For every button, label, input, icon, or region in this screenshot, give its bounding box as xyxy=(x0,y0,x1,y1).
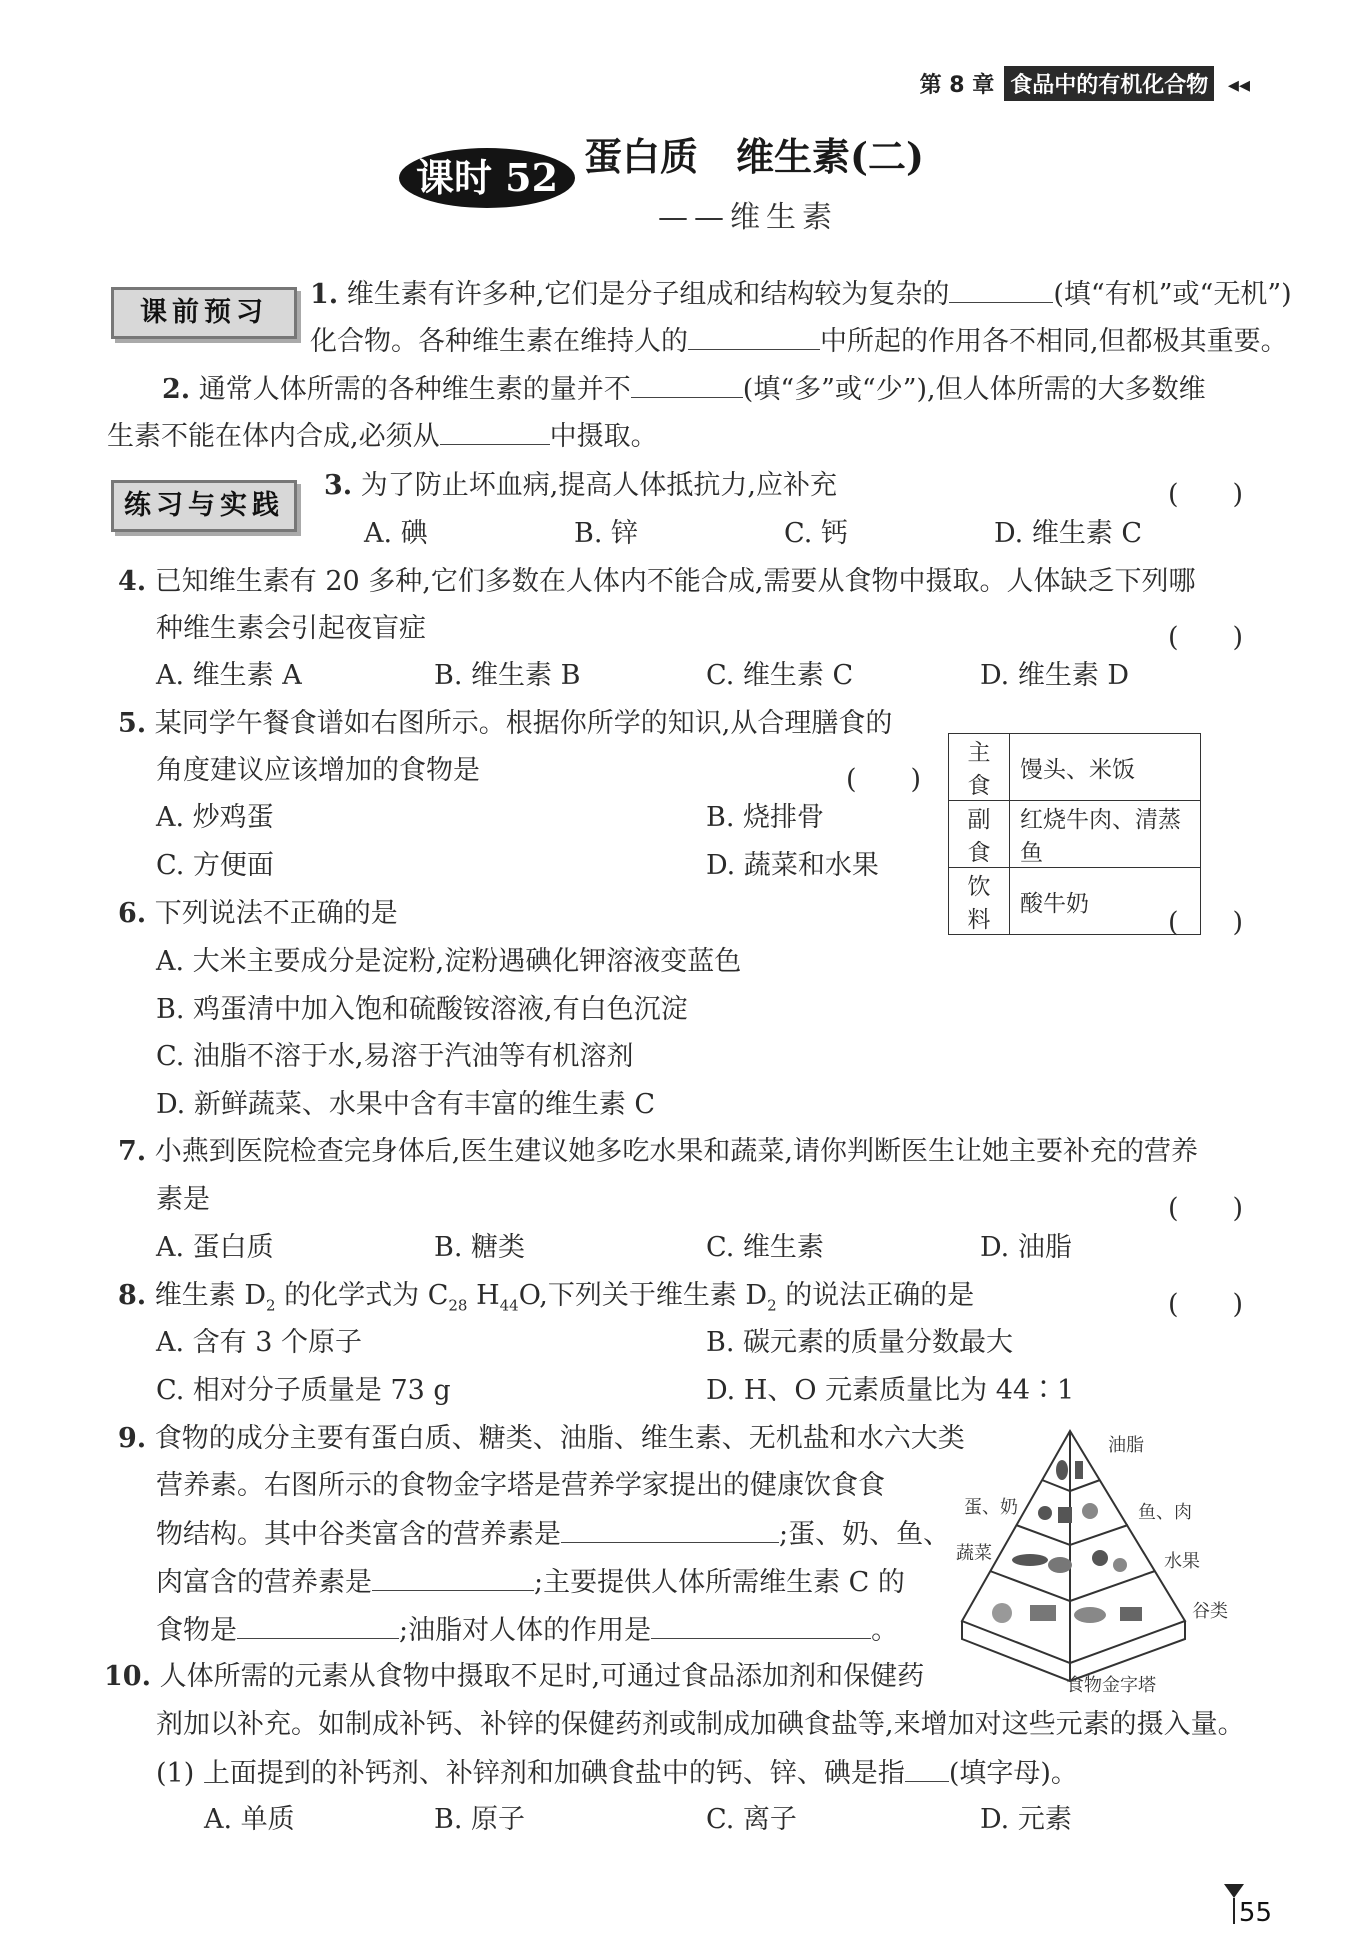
lunch-menu-table xyxy=(948,733,1201,935)
subscript: 2 xyxy=(767,1296,777,1315)
question-number: 5. xyxy=(118,708,147,739)
question-text: 肉富含的营养素是 xyxy=(156,1567,372,1598)
option-a[interactable]: A. 碘 xyxy=(364,518,428,549)
table-cell: 酸牛奶 xyxy=(1010,868,1201,935)
option-d[interactable]: D. 新鲜蔬菜、水果中含有丰富的维生素 C xyxy=(156,1089,656,1120)
question-text: 为了防止坏血病,提高人体抵抗力,应补充 xyxy=(360,470,837,501)
question-number: 9. xyxy=(118,1423,147,1454)
pyramid-label-fruit: 水果 xyxy=(1164,1551,1200,1572)
pyramid-label-vegetables: 蔬菜 xyxy=(956,1543,992,1564)
pyramid-outline xyxy=(962,1431,1185,1663)
table-cell: 红烧牛肉、清蒸鱼 xyxy=(1010,801,1201,868)
option-c[interactable]: C. 维生素 xyxy=(706,1232,824,1263)
chapter-title: 食品中的有机化合物 xyxy=(1004,66,1214,101)
option-c[interactable]: C. 油脂不溶于水,易溶于汽油等有机溶剂 xyxy=(156,1041,634,1072)
question-number: 6. xyxy=(118,898,147,929)
answer-blank[interactable] xyxy=(949,274,1053,303)
option-d[interactable]: D. 维生素 C xyxy=(994,518,1143,549)
subscript: 2 xyxy=(266,1296,276,1315)
option-c[interactable]: C. 钙 xyxy=(784,518,848,549)
answer-blank[interactable] xyxy=(905,1753,949,1782)
question-7 xyxy=(118,1132,1198,1172)
answer-blank[interactable] xyxy=(631,369,743,398)
option-b[interactable]: B. 鸡蛋清中加入饱和硫酸铵溶液,有白色沉淀 xyxy=(156,994,688,1025)
question-2 xyxy=(162,369,1206,410)
answer-parentheses[interactable]: ( ) xyxy=(1168,1193,1244,1224)
question-7-line-2: 素是 xyxy=(156,1184,210,1215)
question-6 xyxy=(118,894,398,934)
table-row xyxy=(949,801,1201,868)
option-b[interactable]: B. 糖类 xyxy=(434,1232,526,1263)
question-text: 中摄取。 xyxy=(549,421,658,452)
question-number: 10. xyxy=(104,1661,151,1692)
question-text: ;主要提供人体所需维生素 C 的 xyxy=(534,1567,905,1598)
question-8 xyxy=(118,1276,974,1325)
answer-parentheses[interactable]: ( ) xyxy=(846,764,922,795)
question-9-line-5 xyxy=(156,1610,898,1651)
question-4 xyxy=(118,562,1195,602)
option-a[interactable]: A. 大米主要成分是淀粉,淀粉遇碘化钾溶液变蓝色 xyxy=(156,946,742,977)
option-b[interactable]: B. 碳元素的质量分数最大 xyxy=(706,1327,1014,1358)
answer-parentheses[interactable]: ( ) xyxy=(1168,907,1244,938)
subscript: 44 xyxy=(499,1296,519,1315)
table-cell: 主食 xyxy=(949,734,1010,801)
question-1 xyxy=(310,274,1292,315)
table-cell: 馒头、米饭 xyxy=(1010,734,1201,801)
option-a[interactable]: A. 含有 3 个原子 xyxy=(156,1327,363,1358)
question-number: 4. xyxy=(118,566,147,597)
question-text: 维生素 D xyxy=(154,1280,267,1311)
question-number: 3. xyxy=(324,470,353,501)
pyramid-label-grains: 谷类 xyxy=(1192,1601,1228,1622)
food-pyramid-figure xyxy=(950,1425,1240,1695)
option-a[interactable]: A. 维生素 A xyxy=(156,660,302,691)
lesson-badge: 课时 52 xyxy=(399,148,575,208)
question-text: 的说法正确的是 xyxy=(776,1280,975,1311)
answer-parentheses[interactable]: ( ) xyxy=(1168,479,1244,510)
pyramid-label-fish-meat: 鱼、肉 xyxy=(1138,1502,1192,1523)
question-text: (填字母)。 xyxy=(948,1758,1078,1789)
answer-blank[interactable] xyxy=(688,321,820,350)
option-b[interactable]: B. 烧排骨 xyxy=(706,802,825,833)
question-text: 的化学式为 C xyxy=(275,1280,449,1311)
option-d[interactable]: D. 元素 xyxy=(980,1804,1072,1835)
question-text: 人体所需的元素从食物中摄取不足时,可通过食品添加剂和保健药 xyxy=(159,1661,925,1692)
question-text: 物结构。其中谷类富含的营养素是 xyxy=(156,1519,561,1550)
section-tag-practice: 练习与实践 xyxy=(111,480,297,532)
question-text: 某同学午餐食谱如右图所示。根据你所学的知识,从合理膳食的 xyxy=(154,708,893,739)
pyramid-label-oil: 油脂 xyxy=(1108,1435,1144,1456)
pyramid-caption: 食物金字塔 xyxy=(1066,1675,1156,1696)
option-c[interactable]: C. 方便面 xyxy=(156,850,274,881)
question-4-line-2: 种维生素会引起夜盲症 xyxy=(156,613,426,644)
question-text: 中所起的作用各不相同,但都极其重要。 xyxy=(820,326,1288,357)
lesson-title: 蛋白质 维生素(二) xyxy=(584,134,924,179)
question-number: 8. xyxy=(118,1280,147,1311)
question-text: O,下列关于维生素 D xyxy=(518,1280,768,1311)
option-d[interactable]: D. H、O 元素质量比为 44∶1 xyxy=(706,1375,1075,1406)
question-10-line-2: 剂加以补充。如制成补钙、补锌的保健药剂或制成加碘食盐等,来增加对这些元素的摄入量。 xyxy=(156,1709,1245,1740)
option-c[interactable]: C. 相对分子质量是 73 g xyxy=(156,1375,451,1406)
question-text: 。 xyxy=(871,1615,899,1646)
question-10 xyxy=(104,1657,924,1697)
question-9-line-2: 营养素。右图所示的食物金字塔是营养学家提出的健康饮食食 xyxy=(156,1470,885,1501)
chapter-number: 第 8 章 xyxy=(919,73,995,98)
question-text: 下列说法不正确的是 xyxy=(154,898,398,929)
question-2-line-2 xyxy=(107,416,658,457)
option-c[interactable]: C. 维生素 C xyxy=(706,660,854,691)
option-d[interactable]: D. 维生素 D xyxy=(980,660,1130,691)
question-9-line-3 xyxy=(156,1514,950,1555)
question-5 xyxy=(118,704,892,744)
question-text: 食物是 xyxy=(156,1615,237,1646)
pyramid-label-egg-milk: 蛋、奶 xyxy=(964,1497,1018,1518)
option-a[interactable]: A. 炒鸡蛋 xyxy=(156,802,274,833)
double-arrow-icon: ◂◂ xyxy=(1227,73,1250,98)
answer-blank[interactable] xyxy=(651,1610,871,1639)
answer-blank[interactable] xyxy=(372,1562,534,1591)
question-5-line-2: 角度建议应该增加的食物是 xyxy=(156,755,480,786)
question-text: (1) 上面提到的补钙剂、补锌剂和加碘食盐中的钙、锌、碘是指 xyxy=(156,1758,905,1789)
question-number: 2. xyxy=(162,374,191,405)
question-text: 通常人体所需的各种维生素的量并不 xyxy=(198,374,631,405)
option-a[interactable]: A. 单质 xyxy=(204,1804,295,1835)
table-cell: 饮料 xyxy=(949,868,1010,935)
question-text: 小燕到医院检查完身体后,医生建议她多吃水果和蔬菜,请你判断医生让她主要补充的营养 xyxy=(154,1136,1198,1167)
option-d[interactable]: D. 油脂 xyxy=(980,1232,1072,1263)
question-text: H xyxy=(467,1280,500,1311)
question-text: 化合物。各种维生素在维持人的 xyxy=(310,326,688,357)
chapter-header xyxy=(920,66,1250,101)
section-tag-preview: 课前预习 xyxy=(111,287,297,339)
table-row xyxy=(949,868,1201,935)
question-text: 已知维生素有 20 多种,它们多数在人体内不能合成,需要从食物中摄取。人体缺乏下列哪 xyxy=(154,566,1196,597)
question-9 xyxy=(118,1419,965,1459)
option-c[interactable]: C. 离子 xyxy=(706,1804,797,1835)
question-text: (填“有机”或“无机”) xyxy=(1053,279,1292,310)
question-text: 食物的成分主要有蛋白质、糖类、油脂、维生素、无机盐和水六大类 xyxy=(154,1423,965,1454)
option-a[interactable]: A. 蛋白质 xyxy=(156,1232,274,1263)
table-row xyxy=(949,734,1201,801)
question-text: ;蛋、奶、鱼、 xyxy=(779,1519,951,1550)
subscript: 28 xyxy=(448,1296,468,1315)
answer-blank[interactable] xyxy=(237,1610,399,1639)
question-text: ;油脂对人体的作用是 xyxy=(399,1615,652,1646)
answer-parentheses[interactable]: ( ) xyxy=(1168,622,1244,653)
answer-blank[interactable] xyxy=(561,1514,779,1543)
answer-blank[interactable] xyxy=(440,416,550,445)
page-number: 55 xyxy=(1238,1898,1272,1928)
option-b[interactable]: B. 锌 xyxy=(574,518,639,549)
option-d[interactable]: D. 蔬菜和水果 xyxy=(706,850,879,881)
table-cell: 副食 xyxy=(949,801,1010,868)
question-1-line-2 xyxy=(310,321,1288,362)
question-number: 1. xyxy=(310,279,339,310)
question-9-line-4 xyxy=(156,1562,905,1603)
question-number: 7. xyxy=(118,1136,147,1167)
question-text: 生素不能在体内合成,必须从 xyxy=(107,421,440,452)
option-b[interactable]: B. 原子 xyxy=(434,1804,526,1835)
answer-parentheses[interactable]: ( ) xyxy=(1168,1289,1244,1320)
question-3 xyxy=(324,466,837,506)
option-b[interactable]: B. 维生素 B xyxy=(434,660,581,691)
question-10-sub-1 xyxy=(156,1753,1078,1794)
lesson-subtitle: ——维生素 xyxy=(658,200,838,235)
question-text: (填“多”或“少”),但人体所需的大多数维 xyxy=(742,374,1206,405)
question-text: 维生素有许多种,它们是分子组成和结构较为复杂的 xyxy=(346,279,950,310)
